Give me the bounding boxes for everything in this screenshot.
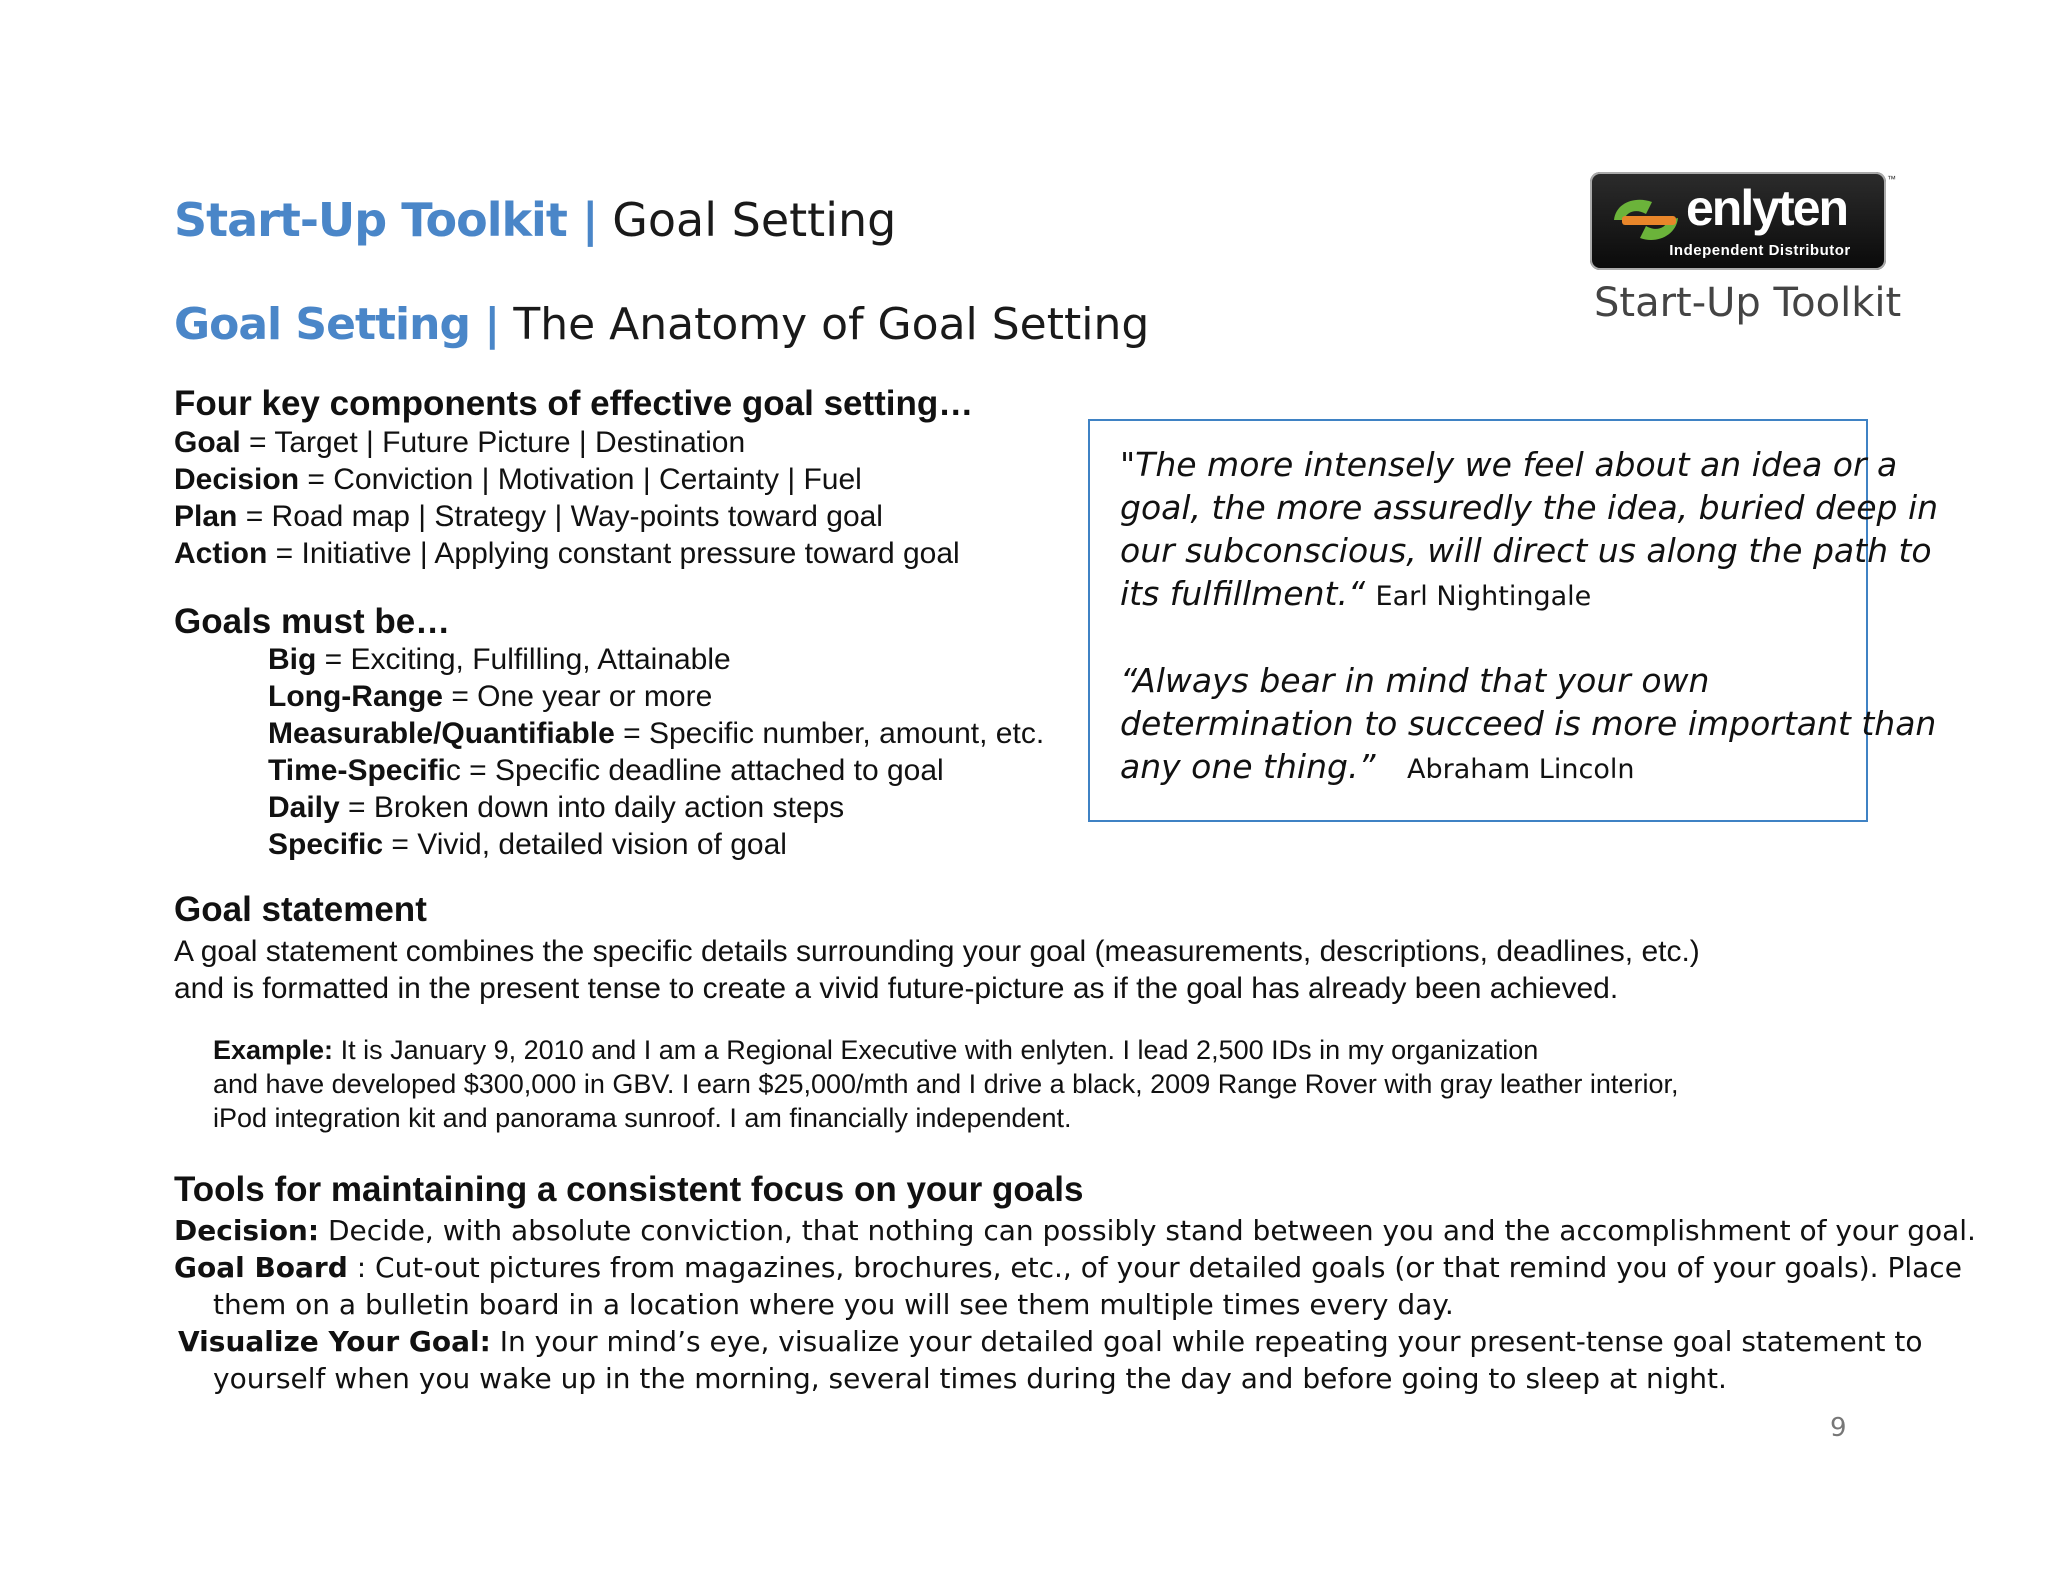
goal-criterion: Time-Specific = Specific deadline attached to goal — [268, 754, 944, 787]
component-item: Goal = Target | Future Picture | Destination — [174, 426, 746, 459]
goal-criterion: Daily = Broken down into daily action steps — [268, 791, 845, 824]
quote-line: any one thing.” Abraham Lincoln — [1120, 747, 1635, 786]
tool-item-continued: yourself when you wake up in the morning, several times during the day and before going to sleep at night. — [213, 1362, 1727, 1395]
quote-line: goal, the more assuredly the idea, buried deep in — [1120, 488, 1939, 527]
title-suffix: Goal Setting — [612, 193, 897, 247]
page-subtitle — [174, 298, 1149, 352]
enlyten-mark-icon — [1606, 190, 1686, 250]
goal-statement-heading: Goal statement — [174, 890, 427, 929]
logo-caption: Start-Up Toolkit — [1594, 280, 1902, 326]
tools-heading: Tools for maintaining a consistent focus on your goals — [174, 1170, 1084, 1209]
logo-tagline: Independent Distributor — [1669, 242, 1851, 259]
component-item: Plan = Road map | Strategy | Way-points toward goal — [174, 500, 883, 533]
goal-criterion: Long-Range = One year or more — [268, 680, 713, 713]
tool-item-continued: them on a bulletin board in a location where you will see them multiple times every day. — [213, 1288, 1454, 1321]
example-line: and have developed $300,000 in GBV. I earn $25,000/mth and I drive a black, 2009 Range Rover with gray leather interior, — [213, 1069, 1679, 1099]
subtitle-suffix: The Anatomy of Goal Setting — [513, 299, 1150, 350]
logo-word: enlyten — [1686, 180, 1848, 236]
quote-box — [1088, 419, 1939, 822]
tool-item-goal-board: Goal Board : Cut-out pictures from magazines, brochures, etc., of your detailed goals (or that remind you of your goals). Place — [174, 1251, 1962, 1284]
goal-criterion: Big = Exciting, Fulfilling, Attainable — [268, 643, 731, 676]
quote-author: Abraham Lincoln — [1407, 754, 1635, 785]
tool-item-visualize: Visualize Your Goal: In your mind’s eye, visualize your detailed goal while repeating your present-tense goal statement to — [178, 1325, 1923, 1358]
subtitle-prefix: Goal Setting | — [174, 299, 500, 350]
page-number: 9 — [1830, 1413, 1847, 1443]
quote-line: its fulfillment.“ Earl Nightingale — [1120, 574, 1592, 613]
components-heading: Four key components of effective goal setting… — [174, 384, 974, 423]
goal-criterion: Measurable/Quantifiable = Specific number, amount, etc. — [268, 717, 1045, 750]
example-label: Example: — [213, 1035, 334, 1065]
title-prefix: Start-Up Toolkit | — [174, 193, 598, 247]
quote-line: "The more intensely we feel about an idea or a — [1120, 445, 1898, 484]
example-line: iPod integration kit and panorama sunroof. I am financially independent. — [213, 1103, 1072, 1133]
goals-must-be-heading: Goals must be… — [174, 602, 451, 641]
quote-line: our subconscious, will direct us along the path to — [1120, 531, 1932, 570]
page-title — [174, 192, 896, 248]
goal-statement-text: A goal statement combines the specific details surrounding your goal (measurements, descriptions, deadlines, etc.) — [174, 935, 1700, 968]
component-item: Action = Initiative | Applying constant pressure toward goal — [174, 537, 960, 570]
goal-criterion: Specific = Vivid, detailed vision of goal — [268, 828, 787, 861]
quote-line: “Always bear in mind that your own — [1120, 661, 1710, 700]
tool-item-decision: Decision: Decide, with absolute conviction, that nothing can possibly stand between you and the accomplishment of your goal. — [174, 1214, 1976, 1247]
quote-line: determination to succeed is more important than — [1120, 704, 1937, 743]
quote-author: Earl Nightingale — [1375, 581, 1592, 612]
trademark-symbol: ™ — [1887, 174, 1896, 184]
example-line: Example: It is January 9, 2010 and I am a Regional Executive with enlyten. I lead 2,500 IDs in my organization — [213, 1035, 1539, 1065]
enlyten-logo — [1590, 172, 1886, 270]
goal-statement-text: and is formatted in the present tense to create a vivid future-picture as if the goal has already been achieved. — [174, 972, 1619, 1005]
component-item: Decision = Conviction | Motivation | Certainty | Fuel — [174, 463, 862, 496]
